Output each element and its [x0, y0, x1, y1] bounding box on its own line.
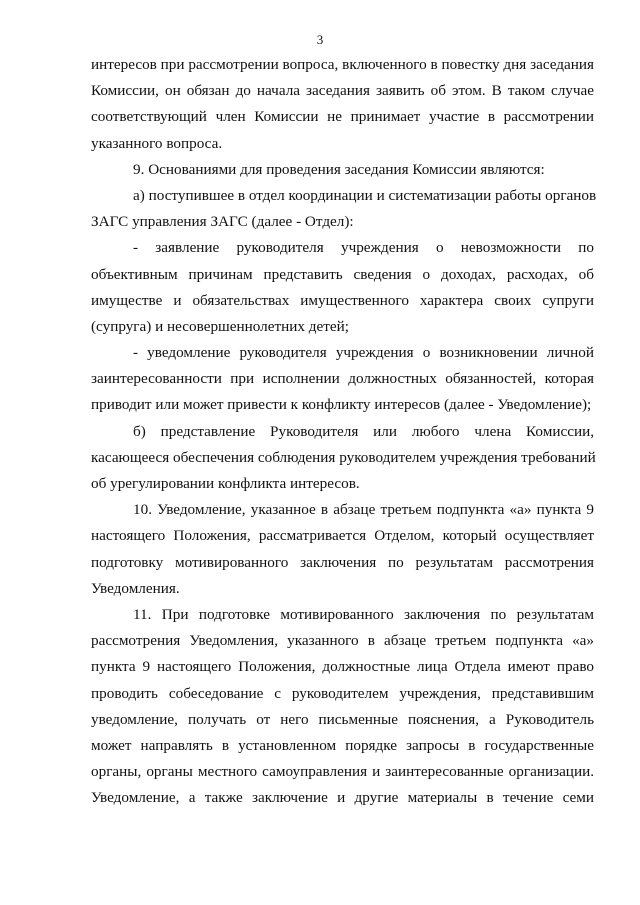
text-line: проводить собеседование с руководителем учреждения, представившим: [91, 684, 594, 702]
text-line: объективным причинам представить сведения о доходах, расходах, об: [91, 265, 594, 283]
text-line: соответствующий член Комиссии не принимает участие в рассмотрении: [91, 108, 594, 126]
paragraph-subitem-b: [91, 419, 594, 498]
paragraph-dash-statement: [91, 235, 594, 340]
document-body: [91, 52, 597, 811]
text-line: указанного вопроса.: [91, 134, 223, 152]
paragraph-item-9: [91, 157, 594, 183]
text-line: 11. При подготовке мотивированного заключения по результатам: [133, 605, 594, 623]
page-number: 3: [316, 32, 324, 47]
text-line: а) поступившее в отдел координации и систематизации работы органов: [133, 186, 597, 204]
paragraph-item-11: [91, 602, 594, 812]
text-line: настоящего Положения, рассматривается Отделом, который осуществляет: [91, 527, 594, 545]
text-line: б) представление Руководителя или любого члена Комиссии,: [133, 422, 594, 440]
text-line: рассмотрения Уведомления, указанного в абзаце третьем подпункта «а»: [91, 632, 594, 650]
text-line: интересов при рассмотрении вопроса, включенного в повестку дня заседания: [91, 56, 594, 73]
text-line: Уведомления.: [91, 579, 180, 597]
text-line: (супруга) и несовершеннолетних детей;: [91, 317, 349, 335]
paragraph-item-10: [91, 497, 594, 602]
paragraph-continuation: [91, 52, 594, 157]
text-line: имуществе и обязательствах имущественного характера своих супруги: [91, 291, 594, 309]
text-line: 10. Уведомление, указанное в абзаце третьем подпункта «а» пункта 9: [133, 501, 594, 519]
text-line: заинтересованности при исполнении должностных обязанностей, которая: [91, 370, 594, 388]
text-line: об урегулировании конфликта интересов.: [91, 475, 360, 492]
text-line: пункта 9 настоящего Положения, должностные лица Отдела имеют право: [91, 658, 594, 676]
text-line: уведомление, получать от него письменные пояснения, а Руководитель: [91, 710, 594, 728]
paragraph-dash-notification: [91, 340, 594, 419]
paragraph-subitem-a: [91, 183, 597, 235]
text-line: подготовку мотивированного заключения по результатам рассмотрения: [91, 553, 594, 571]
text-line: органы, органы местного самоуправления и заинтересованные организации.: [91, 763, 594, 781]
text-line: касающееся обеспечения соблюдения руководителем учреждения требований: [91, 448, 596, 466]
text-line: 9. Основаниями для проведения заседания Комиссии являются:: [133, 160, 545, 178]
text-line: ЗАГС управления ЗАГС (далее - Отдел):: [91, 213, 354, 231]
text-line: может направлять в установленном порядке запросы в государственные: [91, 736, 594, 754]
text-line: - заявление руководителя учреждения о невозможности по: [133, 239, 594, 257]
text-line: - уведомление руководителя учреждения о возникновении личной: [133, 344, 594, 362]
text-line: Уведомление, а также заключение и другие материалы в течение семи: [91, 789, 594, 807]
text-line: Комиссии, он обязан до начала заседания заявить об этом. В таком случае: [91, 82, 594, 100]
text-line: приводит или может привести к конфликту интересов (далее - Уведомление);: [91, 396, 592, 414]
